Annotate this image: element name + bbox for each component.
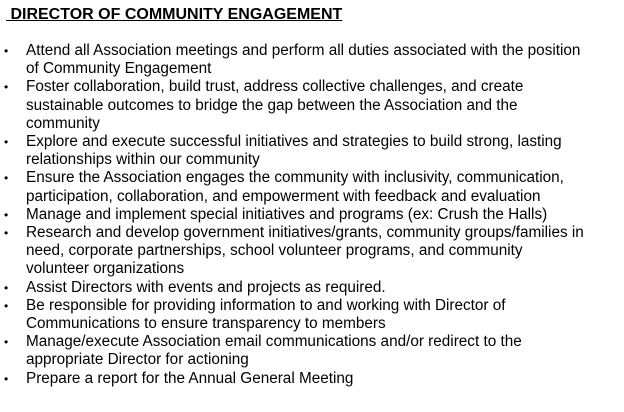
list-item (0, 279, 586, 297)
bullet-icon: • (4, 207, 9, 222)
list-item (0, 297, 586, 333)
bullet-icon: • (4, 80, 9, 95)
list-item (0, 333, 586, 369)
page-title: DIRECTOR OF COMMUNITY ENGAGEMENT (6, 6, 343, 23)
list-item-text: Be responsible for providing information to and working with Director of Communications to ensure transparency to members (26, 296, 506, 333)
list-item (0, 42, 586, 78)
duties-list (0, 42, 620, 388)
list-item-text: Explore and execute successful initiatives and strategies to build strong, lasting relationships within our community (26, 133, 562, 169)
list-item-text: Ensure the Association engages the community with inclusivity, communication, participation, collaboration, and empowerment with feedback and evaluation (26, 169, 564, 205)
bullet-icon: • (4, 298, 9, 313)
bullet-icon: • (4, 335, 9, 350)
list-item-text: Foster collaboration, build trust, address collective challenges, and create sustainable outcomes to bridge the gap between the Association and the community (26, 78, 524, 132)
list-item-text: Assist Directors with events and projects as required. (26, 278, 386, 296)
list-item (0, 224, 586, 279)
list-item (0, 78, 586, 133)
list-item-text: Attend all Association meetings and perform all duties associated with the position of Community Engagement (26, 42, 581, 78)
list-item (0, 370, 586, 388)
list-item-text: Manage/execute Association email communications and/or redirect to the appropriate Director for actioning (26, 333, 522, 369)
list-item-text: Research and develop government initiatives/grants, community groups/families in need, corporate partnerships, school volunteer programs, and community volunteer organizations (26, 224, 584, 278)
list-item-text: Prepare a report for the Annual General Meeting (26, 369, 354, 387)
bullet-icon: • (4, 280, 9, 295)
list-item (0, 169, 586, 205)
bullet-icon: • (4, 135, 9, 150)
bullet-icon: • (4, 371, 9, 386)
bullet-icon: • (4, 226, 9, 241)
list-item-text: Manage and implement special initiatives and programs (ex: Crush the Halls) (26, 205, 548, 223)
list-item (0, 133, 586, 169)
list-item (0, 206, 586, 224)
bullet-icon: • (4, 171, 9, 186)
bullet-icon: • (4, 44, 9, 58)
